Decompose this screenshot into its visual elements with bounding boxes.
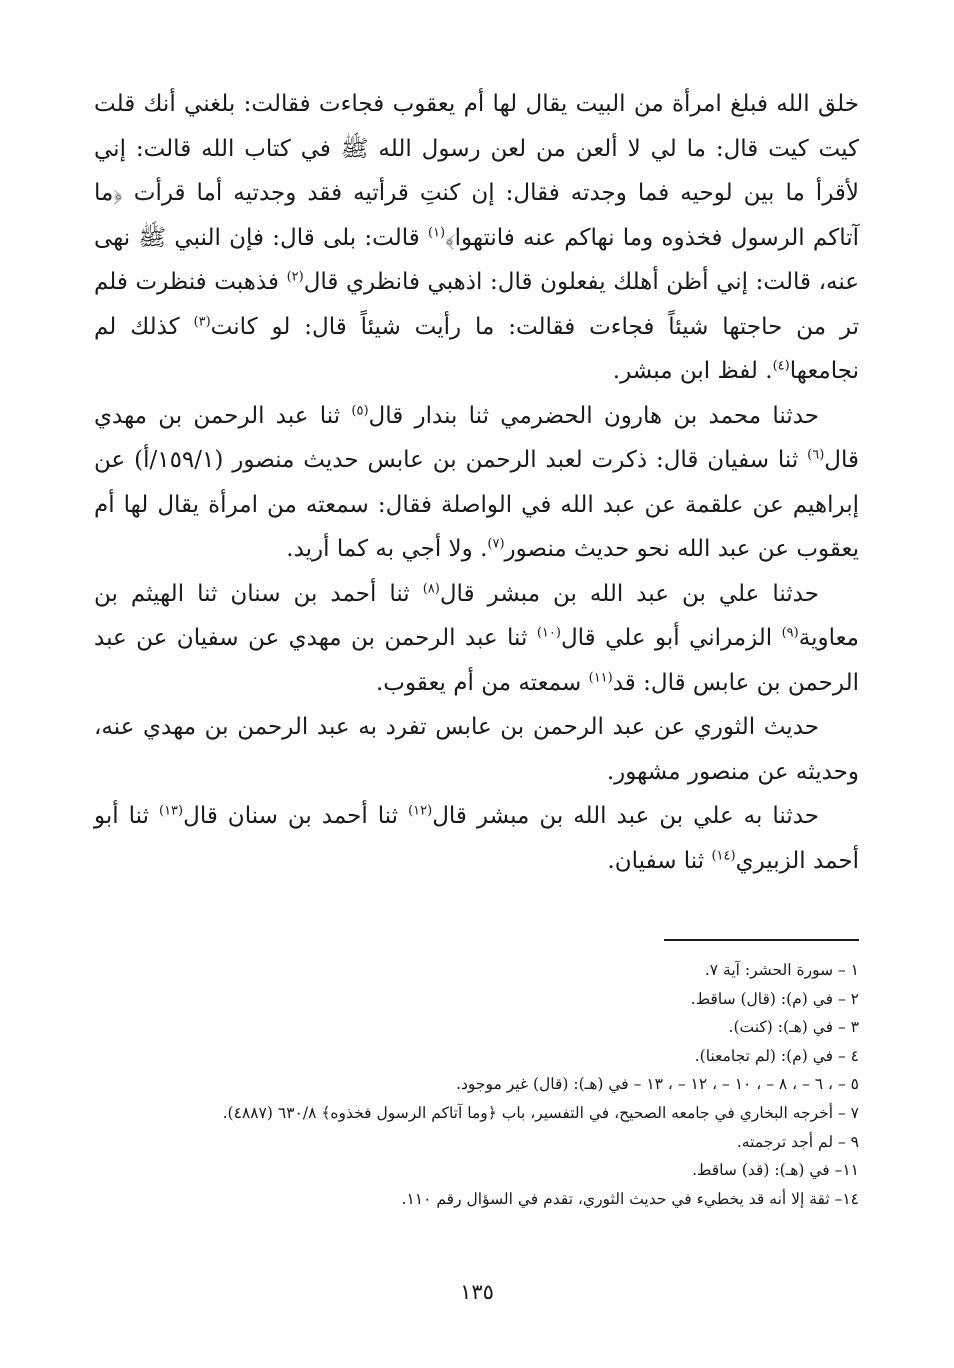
- footnote-marker: (٣): [193, 313, 211, 329]
- footnote-item: ١١– في (هـ): (قد) ساقط.: [692, 1161, 859, 1180]
- footnote-marker: (١١): [588, 669, 613, 685]
- paragraph-text: ثنا أبو أحمد الزبيري: [94, 803, 859, 874]
- footnote-marker: (١٠): [536, 625, 561, 641]
- paragraph-text: ثنا سفيان قال: ذكرت لعبد الرحمن بن عابس حديث منصور (١٥٩/١/أ) عن إبراهيم عن علقمة عن عبد الله في الواصلة فقال: سمعته من امرأة يقال لها أم يعقوب عن عبد الله نحو حديث منصور: [94, 447, 859, 562]
- footnote-marker: (٧): [487, 536, 505, 552]
- paragraph-text: حدثنا به علي بن عبد الله بن مبشر قال: [432, 803, 819, 829]
- paragraph-text: قالت: بلى قال: فإن النبي ﷺ نهى عنه، قالت: إني أظن أهلك يفعلون قال: اذهبي فانظري قال: [94, 224, 859, 295]
- paragraph: [94, 705, 859, 794]
- paragraph-text: ثنا سفيان.: [607, 847, 712, 874]
- footnotes-list: [94, 956, 859, 1213]
- paragraph-text: الزمراني أبو علي قال: [560, 625, 782, 651]
- footnote-marker: (١٢): [408, 803, 433, 819]
- footnote-separator: [664, 939, 859, 941]
- paragraph-text: . لفظ ابن مبشر.: [612, 358, 773, 384]
- footnote-marker: (١٣): [158, 803, 184, 819]
- paragraph-text: خلق الله فبلغ امرأة من البيت يقال لها أم يعقوب فجاءت فقالت: بلغني أنك قلت كيت كيت قال: ما لي لا ألعن من لعن رسول الله ﷺ في كتاب الله قالت: إني لأقرأ ما بين لوحيه فما وجدته فقال: إن كنتِ قرأتيه فقد وجدتيه أما قرأت ﴿ما آتاكم الرسول فخذوه وما نهاكم عنه فانتهوا﴾: [94, 91, 859, 251]
- paragraph-text: ثنا أحمد بن سنان قال: [183, 803, 409, 829]
- footnote-marker: (٥): [351, 402, 369, 418]
- paragraph-text: . ولا أجي به كما أريد.: [286, 536, 488, 562]
- paragraph-text: حدثنا علي بن عبد الله بن مبشر قال: [439, 580, 819, 607]
- footnote-marker: (١): [427, 224, 446, 240]
- footnote-item: ٧ – أخرجه البخاري في جامعه الصحيح، في التفسير، باب ﴿وما آتاكم الرسول فخذوه﴾ ٦٣٠/٨ (٤٨٨٧).: [222, 1103, 859, 1122]
- paragraph: [94, 82, 859, 394]
- paragraph-text: فذهبت فنظرت فلم تر من حاجتها شيئاً فجاءت فقالت: ما رأيت شيئاً قال: لو كانت: [94, 269, 859, 340]
- footnote-item: ١٤– ثقة إلا أنه قد يخطيء في حديث الثوري، تقدم في السؤال رقم ١١٠.: [401, 1189, 859, 1208]
- footnote-item: ٣ – في (هـ): (كنت).: [728, 1018, 859, 1037]
- paragraph-text: حدثنا محمد بن هارون الحضرمي ثنا بندار قال: [368, 402, 819, 429]
- paragraph: [94, 572, 859, 706]
- paragraph-text: كذلك لم نجامعها: [94, 313, 859, 384]
- footnote-marker: (٩): [781, 625, 799, 641]
- paragraph: [94, 394, 859, 572]
- footnote-item: ٢ – في (م): (قال) ساقط.: [690, 989, 859, 1008]
- main-text: [94, 82, 859, 883]
- footnote-marker: (٨): [422, 580, 440, 596]
- paragraph-text: حديث الثوري عن عبد الرحمن بن عابس تفرد به عبد الرحمن بن مهدي عنه، وحديثه عن منصور مشهور.: [94, 714, 859, 785]
- footnote-marker: (٢): [286, 269, 304, 285]
- footnote-item: ٥ – ، ٦ – ، ٨ – ، ١٠ – ، ١٢ – ، ١٣ – في (هـ): (قال) غير موجود.: [456, 1075, 859, 1094]
- footnote-item: ٩ – لم أجد ترجمته.: [736, 1132, 859, 1151]
- footnote-marker: (١٤): [711, 847, 736, 863]
- footnote-marker: (٦): [807, 447, 825, 463]
- paragraph: [94, 794, 859, 883]
- footnote-marker: (٤): [772, 358, 790, 374]
- paragraph-text: ثنا عبد الرحمن بن مهدي قال: [94, 402, 859, 473]
- footnote-item: ١ – سورة الحشر: آية ٧.: [704, 961, 859, 979]
- paragraph-text: ثنا أحمد بن سنان ثنا الهيثم بن معاوية: [94, 580, 859, 651]
- paragraph-text: سمعته من أم يعقوب.: [375, 669, 589, 696]
- footnote-item: ٤ – في (م): (لم تجامعنا).: [694, 1046, 859, 1065]
- paragraph-text: ثنا عبد الرحمن بن مهدي عن سفيان عن عبد الرحمن بن عابس قال: قد: [94, 625, 859, 696]
- page-number: ١٣٥: [460, 1280, 494, 1304]
